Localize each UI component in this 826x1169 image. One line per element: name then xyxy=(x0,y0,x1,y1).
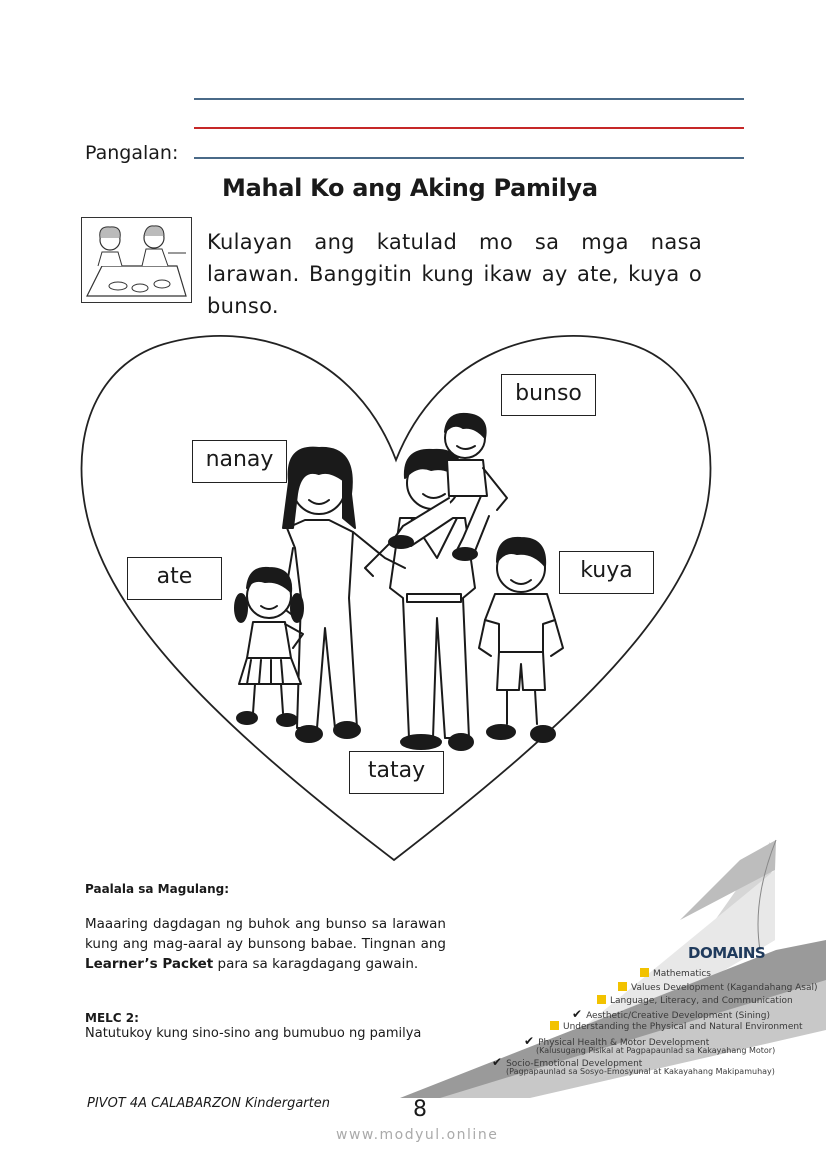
parent-note-title: Paalala sa Magulang: xyxy=(85,882,229,896)
name-label: Pangalan: xyxy=(85,142,179,164)
activity-title: Mahal Ko ang Aking Pamilya xyxy=(222,174,598,202)
domains-title: DOMAINS xyxy=(688,944,766,962)
name-line-middle xyxy=(194,127,744,129)
checkbox-icon xyxy=(550,1021,559,1030)
domain-item: ✔ Aesthetic/Creative Development (Sining) xyxy=(572,1007,770,1021)
nanay-figure xyxy=(283,448,405,742)
checkbox-icon xyxy=(597,995,606,1004)
label-tatay: tatay xyxy=(349,751,444,794)
label-bunso: bunso xyxy=(501,374,596,416)
melc-title: MELC 2: xyxy=(85,1011,139,1025)
watermark: www.modyul.online xyxy=(336,1127,499,1143)
learners-packet-emphasis: Learner’s Packet xyxy=(85,956,214,972)
label-ate: ate xyxy=(127,557,222,600)
checkmark-icon: ✔ xyxy=(492,1055,503,1069)
domain-item: ✔ Physical Health & Motor Development xyxy=(524,1034,710,1048)
kuya-figure xyxy=(479,538,563,742)
instruction-text: Kulayan ang katulad mo sa mga nasa larawan. Banggitin kung ikaw ay ate, kuya o bunso. xyxy=(207,230,702,318)
label-kuya: kuya xyxy=(559,551,654,594)
checkmark-icon: ✔ xyxy=(572,1007,583,1021)
checkmark-icon: ✔ xyxy=(524,1034,535,1048)
domain-subtext: (Kalusugang Pisikal at Pagpapaunlad sa Kakayahang Motor) xyxy=(536,1046,776,1055)
label-nanay: nanay xyxy=(192,440,287,483)
coloring-children-illustration xyxy=(81,217,192,303)
domain-item: Language, Literacy, and Communication xyxy=(597,995,793,1006)
domain-subtext: (Pagpapaunlad sa Sosyo-Emosyunal at Kakayahang Makipamuhay) xyxy=(506,1067,775,1076)
domain-item: Values Development (Kagandahang Asal) xyxy=(618,982,818,993)
checkbox-icon xyxy=(618,982,627,991)
name-line-bottom xyxy=(194,157,744,159)
checkbox-icon xyxy=(640,968,649,977)
melc-body: Natutukoy kung sino-sino ang bumubuo ng pamilya xyxy=(85,1026,422,1041)
name-line-top xyxy=(194,98,744,100)
domain-item: ✔ Socio-Emotional Development xyxy=(492,1055,643,1069)
ate-figure xyxy=(235,568,303,726)
domain-item: Mathematics xyxy=(640,968,711,979)
parent-note-body: Maaaring dagdagan ng buhok ang bunso sa larawan kung ang mag-aaral ay bunsong babae. Tingnan ang Learner’s Packet para sa karagdagang gawain. xyxy=(85,916,446,972)
domain-item: Understanding the Physical and Natural Environment xyxy=(550,1021,803,1032)
page-number: 8 xyxy=(413,1097,427,1122)
footer-text: PIVOT 4A CALABARZON Kindergarten xyxy=(87,1096,330,1111)
